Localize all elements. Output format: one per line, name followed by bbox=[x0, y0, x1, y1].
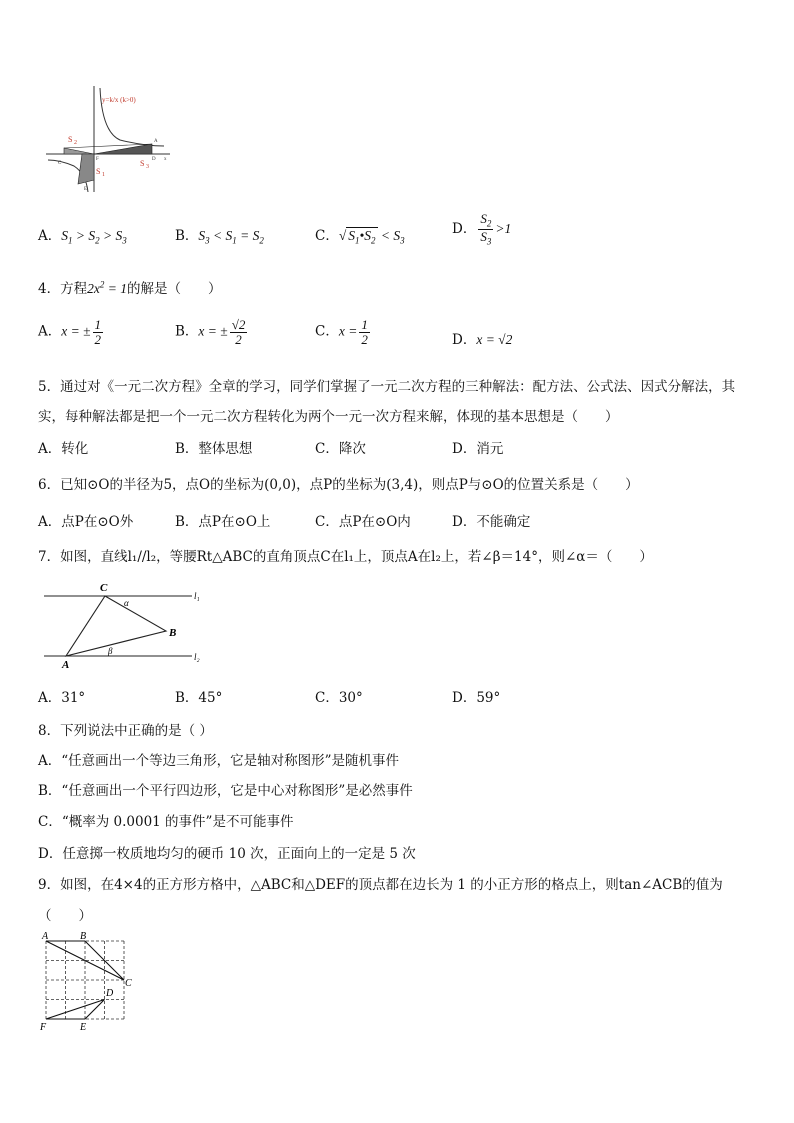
svg-text:C: C bbox=[58, 161, 62, 166]
q7-label-l2: l₂ bbox=[194, 652, 200, 662]
q6-option-c[interactable]: C．点P在⊙O内 bbox=[315, 514, 411, 530]
q8-option-d[interactable]: D．任意掷一枚质地均匀的硬币 10 次，正面向上的一定是 5 次 bbox=[38, 846, 416, 862]
q7-parallel-lines-figure bbox=[42, 580, 212, 670]
question-5-line-2: 实，每种解法都是把一个一元二次方程转化为两个一元一次方程来解，体现的基本思想是（ ） bbox=[38, 409, 619, 425]
q4-option-a[interactable]: A．x = ± $\frac{1}{2}$ bbox=[38, 317, 102, 347]
q9-label-e: E bbox=[80, 1022, 87, 1033]
question-5-line-1: 5．通过对《一元二次方程》全章的学习，同学们掌握了一元二次方程的三种解法：配方法、公式法、因式分解法，其 bbox=[38, 379, 736, 395]
question-6-stem: 6．已知⊙O的半径为5，点O的坐标为(0,0)，点P的坐标为(3,4)，则点P与⊙O的位置关系是（ ） bbox=[38, 477, 639, 493]
q7-label-alpha: α bbox=[124, 598, 129, 608]
q7-option-a[interactable]: A．31° bbox=[38, 690, 86, 706]
q5-option-c[interactable]: C．降次 bbox=[315, 441, 366, 457]
q9-grid-figure bbox=[38, 928, 138, 1034]
svg-text:S: S bbox=[140, 159, 145, 168]
q6-option-a[interactable]: A．点P在⊙O外 bbox=[38, 514, 134, 530]
q7-label-a: A bbox=[62, 659, 70, 670]
q4-option-d[interactable]: D．x = √2 bbox=[452, 332, 513, 348]
q8-option-b[interactable]: B．“任意画出一个平行四边形，它是中心对称图形”是必然事件 bbox=[38, 783, 413, 799]
svg-text:x: x bbox=[164, 157, 167, 162]
q9-label-f: F bbox=[40, 1022, 47, 1033]
q6-option-d[interactable]: D．不能确定 bbox=[452, 514, 531, 530]
q6-option-b[interactable]: B．点P在⊙O上 bbox=[175, 514, 271, 530]
q7-option-d[interactable]: D．59° bbox=[452, 690, 501, 706]
q7-label-c: C bbox=[100, 582, 108, 594]
question-7-stem: 7．如图，直线l₁//l₂，等腰Rt△ABC的直角顶点C在l₁上，顶点A在l₂上，若∠β＝14°，则∠α＝（ ） bbox=[38, 549, 653, 565]
q3-option-a[interactable]: A．$S_1 > S_2 > S_3$ bbox=[38, 228, 127, 246]
q4-option-b[interactable]: B．x = ± $\frac{√2}{2}$ bbox=[175, 317, 246, 347]
q9-label-b: B bbox=[80, 931, 87, 942]
question-4-stem: 4．方程$2x^2 = 1$的解是（ ） bbox=[38, 279, 222, 297]
svg-text:A: A bbox=[154, 139, 158, 144]
q5-option-a[interactable]: A．转化 bbox=[38, 441, 89, 457]
q9-label-d: D bbox=[106, 988, 114, 999]
q3-option-b[interactable]: B．$S_3 < S_1 = S_2$ bbox=[175, 228, 264, 246]
q3-option-c[interactable]: C．√ $S_1•S_2 < S_3$ bbox=[315, 228, 405, 246]
q7-label-l1: l₁ bbox=[194, 591, 200, 601]
question-9-stem: 9．如图，在4×4的正方形方格中，△ABC和△DEF的顶点都在边长为 1 的小正方形的格点上，则tan∠ACB的值为 bbox=[38, 877, 723, 893]
svg-text:3: 3 bbox=[146, 164, 149, 170]
q8-option-a[interactable]: A．“任意画出一个等边三角形，它是轴对称图形”是随机事件 bbox=[38, 753, 400, 769]
q3-function-label: y=k/x (k>0) bbox=[102, 96, 136, 104]
q4-option-c[interactable]: C．x = $\frac{1}{2}$ bbox=[315, 317, 368, 347]
q7-option-b[interactable]: B．45° bbox=[175, 690, 223, 706]
svg-text:E: E bbox=[84, 187, 88, 192]
svg-text:2: 2 bbox=[74, 140, 77, 146]
q7-option-c[interactable]: C．30° bbox=[315, 690, 363, 706]
q3-hyperbola-figure bbox=[44, 84, 174, 194]
q7-label-beta: β bbox=[108, 646, 113, 656]
q9-label-a: A bbox=[42, 931, 49, 942]
svg-text:S: S bbox=[68, 135, 73, 144]
q9-label-c: C bbox=[125, 978, 132, 989]
q7-label-b: B bbox=[169, 627, 177, 639]
svg-text:F: F bbox=[96, 157, 99, 162]
question-8-stem: 8．下列说法中正确的是（ ） bbox=[38, 723, 213, 739]
svg-text:D: D bbox=[152, 157, 156, 162]
question-9-stem-2: （ ） bbox=[38, 908, 92, 924]
svg-text:S: S bbox=[96, 167, 101, 176]
q3-option-d[interactable]: D． $\frac{S_2}{S_3}$ >1 bbox=[452, 211, 512, 247]
q8-option-c[interactable]: C．“概率为 0.0001 的事件”是不可能事件 bbox=[38, 814, 294, 830]
q5-option-d[interactable]: D．消元 bbox=[452, 441, 504, 457]
q5-option-b[interactable]: B．整体思想 bbox=[175, 441, 253, 457]
svg-text:1: 1 bbox=[102, 172, 105, 178]
